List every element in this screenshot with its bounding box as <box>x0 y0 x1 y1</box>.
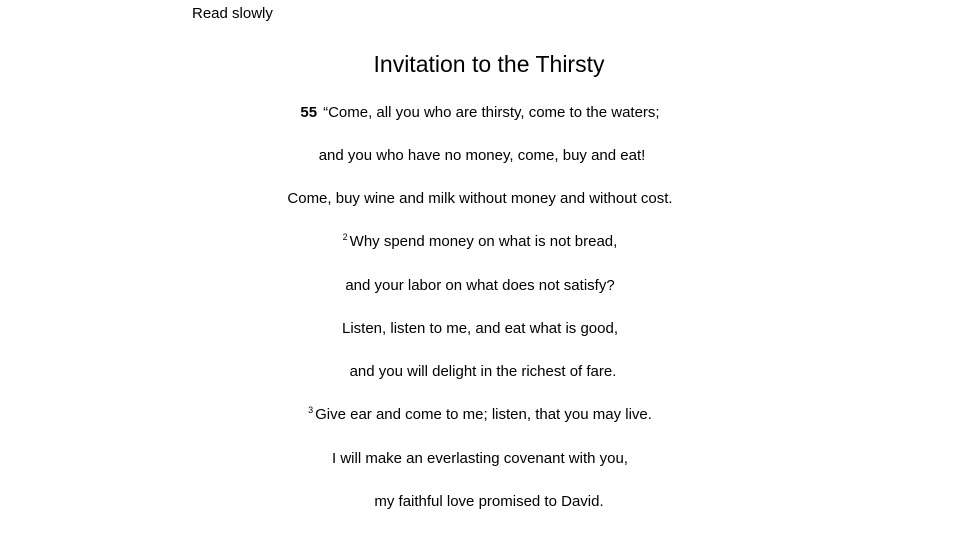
verse-text: Listen, listen to me, and eat what is good, <box>342 320 618 337</box>
verse-number: 3 <box>308 405 314 415</box>
verse-text: Why spend money on what is not bread, <box>349 233 618 250</box>
verse-text: Come, buy wine and milk without money and without cost. <box>287 190 673 207</box>
verse-text: my faithful love promised to David. <box>374 493 604 510</box>
chapter-number: 55 <box>300 104 318 121</box>
verse-line <box>0 147 960 165</box>
verse-number: 2 <box>342 232 348 242</box>
verse-text: and you who have no money, come, buy and eat! <box>318 147 646 164</box>
verse-line <box>0 363 960 381</box>
verse-text: I will make an everlasting covenant with you, <box>332 450 628 467</box>
verse-line <box>0 277 960 295</box>
verse-text: and you will delight in the richest of fare. <box>349 363 617 380</box>
verse-line <box>0 406 960 424</box>
verse-text: “Come, all you who are thirsty, come to the waters; <box>323 104 660 121</box>
verse-line <box>0 233 960 251</box>
verse-line <box>0 104 960 122</box>
verse-line <box>0 493 960 511</box>
verse-text: and your labor on what does not satisfy? <box>345 277 615 294</box>
instruction-text: Read slowly <box>192 5 273 22</box>
verse-line <box>0 190 960 208</box>
verse-text: Give ear and come to me; listen, that you may live. <box>315 406 652 423</box>
verse-line <box>0 450 960 468</box>
verse-line <box>0 320 960 338</box>
page-title: Invitation to the Thirsty <box>373 51 605 77</box>
